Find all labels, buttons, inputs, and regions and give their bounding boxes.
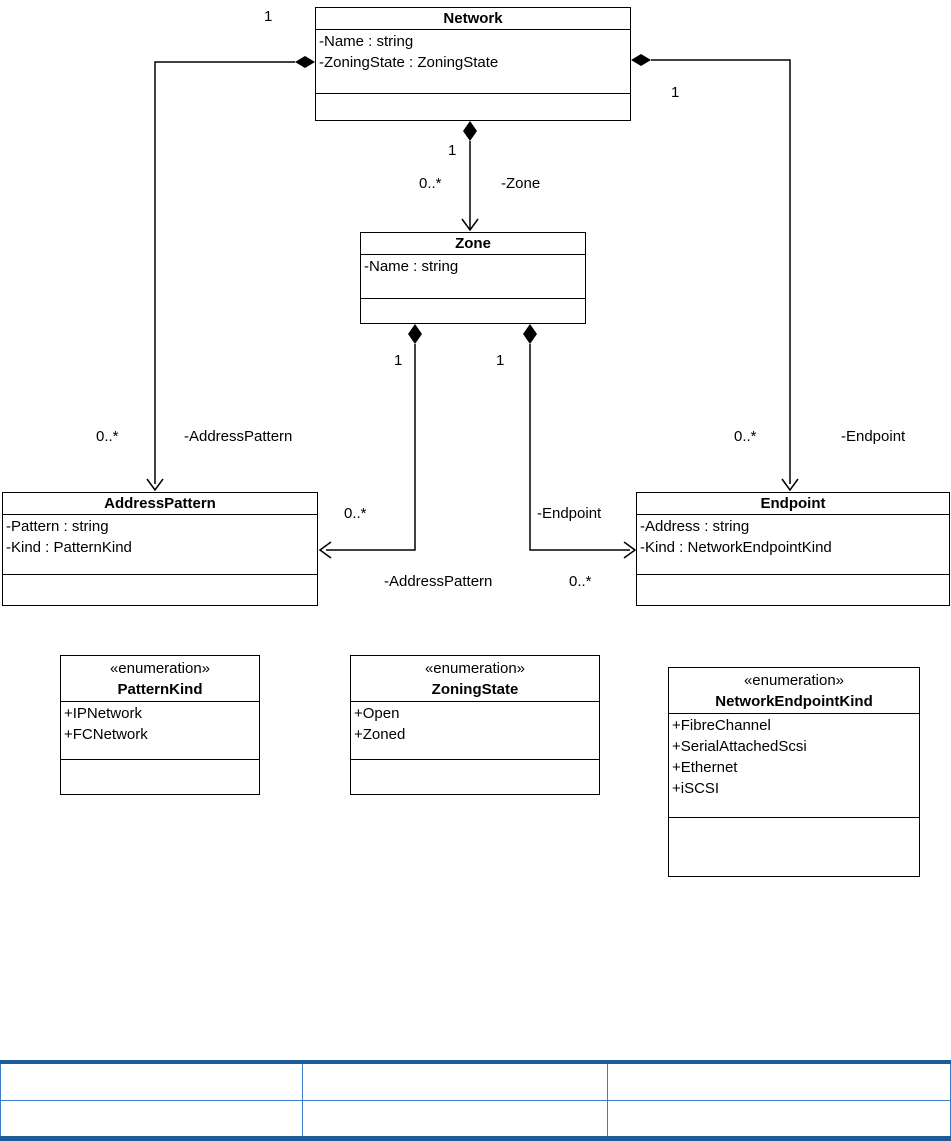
enum-literal: +iSCSI: [672, 780, 720, 797]
class-attributes: [637, 515, 949, 575]
association-network-addresspattern: [147, 56, 315, 490]
multiplicity-label: 0..*: [344, 505, 367, 522]
table-cell: [302, 1101, 608, 1139]
role-label: -Zone: [501, 175, 541, 192]
multiplicity-label: 0..*: [734, 428, 757, 445]
table-row: [1, 1101, 951, 1139]
class-endpoint: [636, 492, 950, 606]
enum-literal: +IPNetwork: [64, 705, 142, 722]
association-network-endpoint: [631, 54, 798, 490]
enum-name: PatternKind: [117, 681, 203, 698]
table-cell: [1, 1101, 303, 1139]
multiplicity-label: 1: [496, 352, 505, 369]
enum-literal: +SerialAttachedScsi: [672, 738, 807, 755]
multiplicity-label: 0..*: [569, 573, 592, 590]
table-row: [1, 1062, 951, 1101]
enum-name: ZoningState: [431, 681, 519, 698]
document-table: [0, 1060, 951, 1141]
association-line: [326, 344, 415, 550]
role-label: -AddressPattern: [384, 573, 493, 590]
attribute: -Pattern : string: [6, 518, 109, 535]
enum-stereotype: «enumeration»: [743, 672, 845, 689]
class-network: [315, 7, 631, 121]
association-line: [155, 62, 295, 484]
table-cell: [302, 1062, 608, 1101]
enum-zoningstate: [350, 655, 600, 795]
class-name: Endpoint: [637, 493, 949, 515]
attribute: -Name : string: [319, 33, 414, 50]
enum-literal: +FCNetwork: [64, 726, 148, 743]
composition-diamond-icon: [523, 324, 537, 344]
enum-literal: +FibreChannel: [672, 717, 771, 734]
enum-header: [61, 656, 259, 702]
class-name: Network: [316, 8, 630, 30]
enum-patternkind: [60, 655, 260, 795]
class-attributes: [316, 30, 630, 94]
class-attributes: [3, 515, 317, 575]
enum-networkendpointkind: [668, 667, 920, 877]
enum-header: [351, 656, 599, 702]
multiplicity-label: 0..*: [419, 175, 442, 192]
enum-literal: +Zoned: [354, 726, 406, 743]
multiplicity-label: 1: [394, 352, 403, 369]
role-label: -Endpoint: [841, 428, 906, 445]
table-cell: [608, 1062, 951, 1101]
multiplicity-label: 1: [671, 84, 680, 101]
composition-diamond-icon: [295, 56, 315, 68]
class-name: AddressPattern: [3, 493, 317, 515]
attribute: -Address : string: [640, 518, 750, 535]
class-attributes: [361, 255, 585, 299]
association-network-zone: [462, 121, 478, 230]
table-cell: [608, 1101, 951, 1139]
enum-header: [669, 668, 919, 714]
enum-stereotype: «enumeration»: [424, 660, 526, 677]
enum-literals: [351, 702, 599, 760]
composition-diamond-icon: [631, 54, 651, 66]
attribute: -Kind : PatternKind: [6, 539, 132, 556]
multiplicity-label: 1: [264, 8, 273, 25]
multiplicity-label: 1: [448, 142, 457, 159]
enum-literals: [61, 702, 259, 760]
table-cell: [1, 1062, 303, 1101]
enum-literals: [669, 714, 919, 818]
role-label: -Endpoint: [537, 505, 602, 522]
enum-stereotype: «enumeration»: [109, 660, 211, 677]
enum-literal: +Ethernet: [672, 759, 738, 776]
composition-diamond-icon: [463, 121, 477, 141]
attribute: -Kind : NetworkEndpointKind: [640, 539, 832, 556]
enum-literal: +Open: [354, 705, 400, 722]
association-line: [651, 60, 790, 484]
multiplicity-label: 0..*: [96, 428, 119, 445]
class-addresspattern: [2, 492, 318, 606]
role-label: -AddressPattern: [184, 428, 293, 445]
composition-diamond-icon: [408, 324, 422, 344]
association-zone-addresspattern: [320, 324, 422, 558]
class-zone: [360, 232, 586, 324]
enum-name: NetworkEndpointKind: [715, 693, 873, 710]
attribute: -ZoningState : ZoningState: [319, 54, 499, 71]
class-name: Zone: [361, 233, 585, 255]
attribute: -Name : string: [364, 258, 459, 275]
